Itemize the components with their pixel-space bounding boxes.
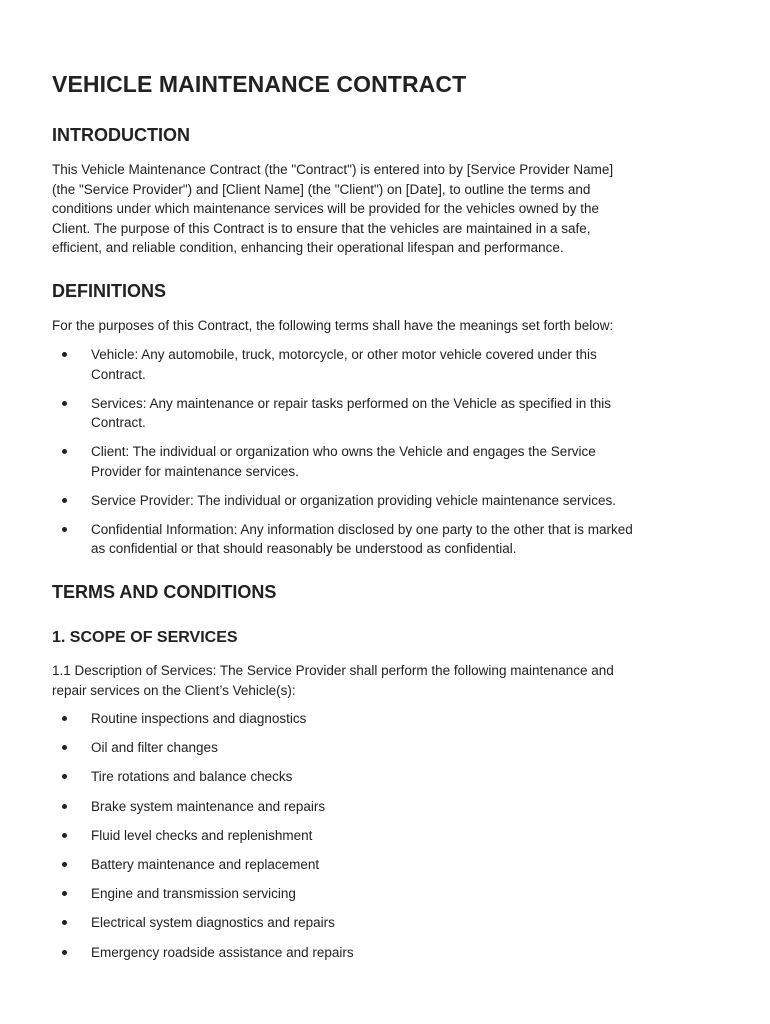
introduction-heading: INTRODUCTION bbox=[52, 125, 190, 145]
definition-text: Services: Any maintenance or repair tasks performed on the Vehicle as specified in this bbox=[91, 395, 612, 411]
introduction-line: (the "Service Provider") and [Client Name] (the "Client") on [Date], to outline the terms and bbox=[52, 181, 591, 197]
service-text: Battery maintenance and replacement bbox=[91, 856, 320, 872]
bullet-icon bbox=[62, 804, 67, 809]
service-item bbox=[52, 797, 722, 817]
service-text: Emergency roadside assistance and repairs bbox=[91, 944, 354, 960]
definition-text: Client: The individual or organization who owns the Vehicle and engages the Service bbox=[91, 444, 596, 459]
bullet-icon bbox=[62, 352, 67, 357]
definition-text: Provider for maintenance services. bbox=[91, 463, 299, 479]
bullet-icon bbox=[62, 950, 67, 955]
bullet-icon bbox=[62, 745, 67, 750]
document-title: VEHICLE MAINTENANCE CONTRACT bbox=[52, 71, 467, 97]
introduction-line: This Vehicle Maintenance Contract (the "Contract") is entered into by [Service Provider Name] bbox=[52, 162, 614, 177]
scope-description-line: repair services on the Client’s Vehicle(s): bbox=[52, 682, 296, 698]
terms-heading: TERMS AND CONDITIONS bbox=[52, 582, 277, 602]
definition-text: Contract. bbox=[91, 415, 146, 430]
definition-text: as confidential or that should reasonably be understood as confidential. bbox=[91, 541, 517, 556]
definition-text: Contract. bbox=[91, 366, 146, 382]
definition-item bbox=[52, 491, 722, 511]
services-list bbox=[52, 709, 722, 972]
introduction-paragraph bbox=[52, 160, 712, 258]
service-text: Fluid level checks and replenishment bbox=[91, 827, 313, 843]
service-text: Tire rotations and balance checks bbox=[91, 769, 293, 785]
definition-item bbox=[52, 442, 722, 481]
service-text: Electrical system diagnostics and repairs bbox=[91, 915, 335, 931]
definition-text: Service Provider: The individual or organization providing vehicle maintenance services. bbox=[91, 492, 617, 508]
bullet-icon bbox=[62, 920, 67, 925]
bullet-icon bbox=[62, 401, 67, 406]
service-item bbox=[52, 884, 722, 904]
bullet-icon bbox=[62, 498, 67, 503]
bullet-icon bbox=[62, 527, 67, 532]
service-text: Engine and transmission servicing bbox=[91, 886, 296, 902]
bullet-icon bbox=[62, 449, 67, 454]
service-item bbox=[52, 738, 722, 758]
service-item bbox=[52, 826, 722, 846]
definition-text: Confidential Information: Any information disclosed by one party to the other that is marked bbox=[91, 521, 633, 537]
service-item bbox=[52, 913, 722, 933]
introduction-line: efficient, and reliable condition, enhancing their operational lifespan and performance. bbox=[52, 240, 564, 255]
definition-item bbox=[52, 394, 722, 433]
service-item bbox=[52, 943, 722, 963]
bullet-icon bbox=[62, 891, 67, 896]
service-text: Brake system maintenance and repairs bbox=[91, 798, 326, 814]
scope-heading: 1. SCOPE OF SERVICES bbox=[52, 629, 238, 646]
service-text: Routine inspections and diagnostics bbox=[91, 711, 307, 726]
bullet-icon bbox=[62, 862, 67, 867]
service-item bbox=[52, 855, 722, 875]
bullet-icon bbox=[62, 716, 67, 721]
definitions-list bbox=[52, 345, 722, 568]
service-text: Oil and filter changes bbox=[91, 740, 218, 756]
definition-text: Vehicle: Any automobile, truck, motorcycle, or other motor vehicle covered under this bbox=[91, 347, 597, 362]
definition-item bbox=[52, 520, 722, 559]
service-item bbox=[52, 709, 722, 729]
introduction-line: conditions under which maintenance services will be provided for the vehicles owned by the bbox=[52, 201, 600, 216]
scope-description-line: 1.1 Description of Services: The Service Provider shall perform the following maintenance and bbox=[52, 663, 614, 678]
bullet-icon bbox=[62, 833, 67, 838]
definition-item bbox=[52, 345, 722, 384]
definitions-intro: For the purposes of this Contract, the following terms shall have the meanings set forth below: bbox=[52, 318, 614, 333]
introduction-line: Client. The purpose of this Contract is to ensure that the vehicles are maintained in a safe, bbox=[52, 220, 591, 236]
bullet-icon bbox=[62, 774, 67, 779]
definitions-heading: DEFINITIONS bbox=[52, 281, 167, 301]
scope-description bbox=[52, 661, 712, 700]
service-item bbox=[52, 767, 722, 787]
